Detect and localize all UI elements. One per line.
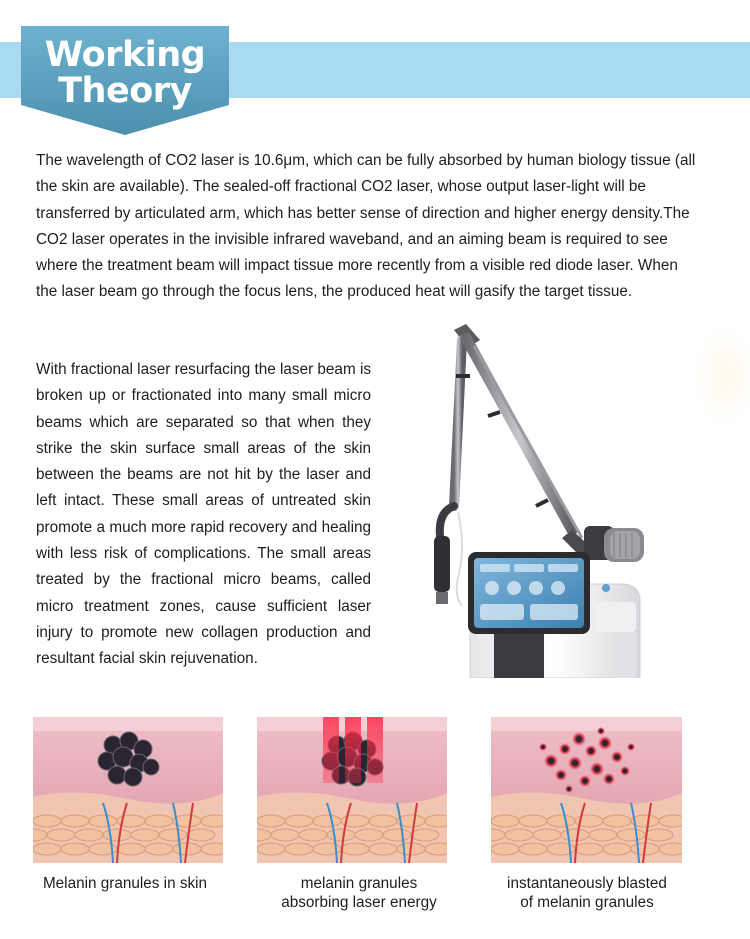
title-badge <box>21 26 229 135</box>
background-glow <box>686 316 750 436</box>
fractional-paragraph: With fractional laser resurfacing the laser beam is broken up or fractionated into many small micro beams which are separated so that when they strike the skin surface small areas of the skin between the beams are not hit by the laser and left intact. These small areas of untreated skin promote a much more rapid recovery and healing with less risk of complications. The small areas treated by the fractional micro beams, called micro treatment zones, cause sufficient laser injury to promote new collagen production and resultant facial skin rejuvenation. <box>36 361 371 668</box>
caption-line: absorbing laser energy <box>281 893 437 911</box>
skin-panel-absorbing <box>257 717 447 863</box>
title-line-2: Theory <box>58 71 192 111</box>
caption-absorbing-energy <box>247 875 471 912</box>
co2-laser-machine-image <box>396 316 750 678</box>
handpiece <box>434 506 462 606</box>
caption-blasted-melanin <box>476 875 698 912</box>
intro-paragraph: The wavelength of CO2 laser is 10.6μm, which can be fully absorbed by human biology tissue (all the skin are available). The sealed-off fractional CO2 laser, whose output laser-light will be transferred by articulated arm, which has better sense of direction and higher energy density.The CO2 laser operates in the invisible infrared waveband, and an aiming beam is required to see where the treatment beam will impact tissue more recently from a visible red diode laser. When the laser beam go through the focus lens, the produced heat will gasify the target tissue. <box>36 152 696 301</box>
caption-line: Melanin granules in skin <box>42 875 208 892</box>
articulated-arm <box>454 324 614 560</box>
caption-melanin-in-skin <box>20 875 230 894</box>
skin-panel-melanin <box>33 717 223 863</box>
touch-screen <box>468 552 590 634</box>
arm-roller <box>604 528 644 562</box>
caption-line: melanin granules <box>300 875 418 892</box>
caption-line: instantaneously blasted <box>507 875 667 892</box>
caption-line: of melanin granules <box>520 893 654 911</box>
skin-panel-blasted <box>491 717 682 863</box>
laser-beams <box>323 717 383 783</box>
title-line-1: Working <box>44 35 206 75</box>
